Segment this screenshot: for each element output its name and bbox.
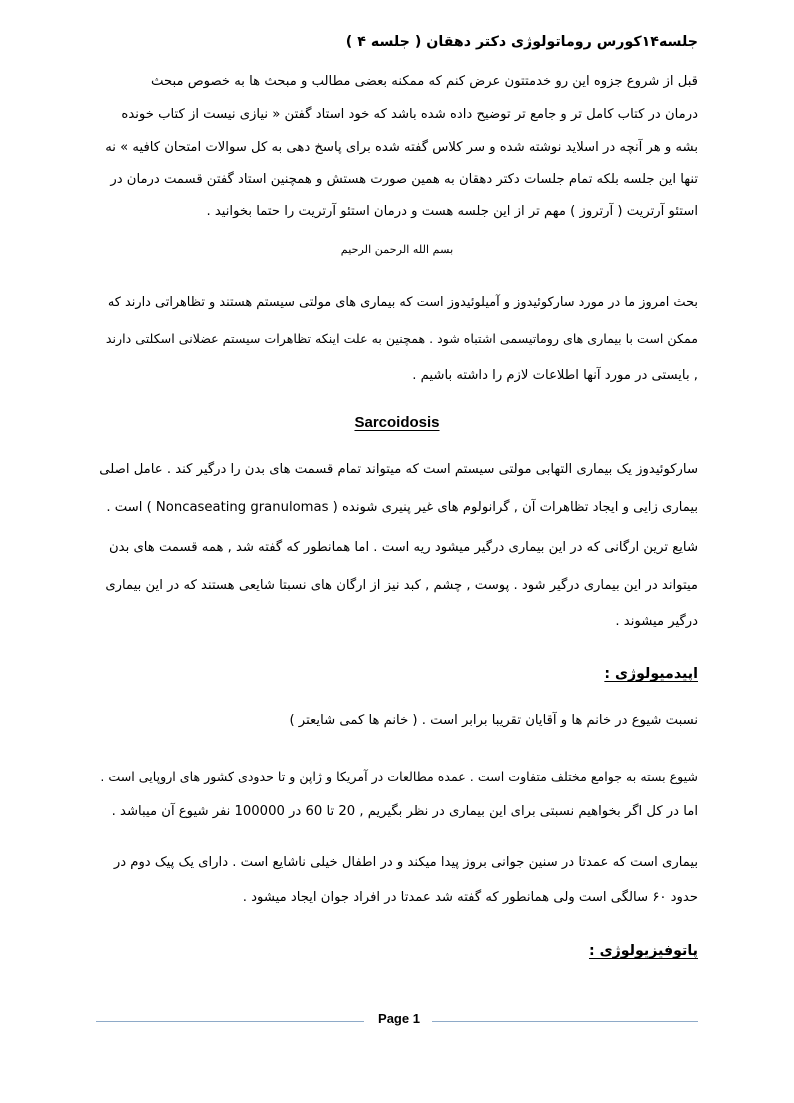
paragraph-line: بیماری است که عمدتا در سنین جوانی بروز پیدا میکند و در اطفال خیلی ناشایع است . دارای یک پیک دوم در [113,855,698,870]
pathophysiology-heading-row [96,941,698,962]
footer-rule-right [432,1021,698,1022]
paragraph-line: حدود ۶۰ سالگی است ولی همانطور که گفته شد عمدتا در افراد جوان ایجاد میشود . [242,890,698,905]
intro-line: تنها این جلسه بلکه تمام جلسات دکتر دهقان به همین صورت هستش و همچنین استاد گفتن قسمت درمان در [110,172,698,187]
paragraph-line: اما در کل اگر بخواهیم نسبتی برای این بیماری در نظر بگیریم , 20 تا 60 در 100000 نفر شیوع آن میباشد . [111,804,698,819]
paragraph-line: میتواند در این بیماری درگیر شود . پوست , چشم , کبد نیز از ارگان های نسبتا شایعی هستند که در این بیماری [105,578,698,593]
paragraph-line: درگیر میشوند . [615,614,698,629]
paragraph-line: بحث امروز ما در مورد سارکوئیدوز و آمیلوئیدوز است که بیماری های مولتی سیستم هستند و تظاهراتی دارند که [107,295,698,310]
basmala: بسم الله الرحمن الرحیم [340,243,454,256]
footer-rule-left [96,1021,364,1022]
epidemiology-heading-row [96,664,698,685]
paragraph-line: سارکوئیدوز یک بیماری التهابی مولتی سیستم است که میتواند تمام قسمت های بدن را درگیر کند . عامل اصلی [99,462,698,477]
pathophysiology-heading: پاتوفیزیولوژی : [588,943,698,959]
paragraph-line: شیوع بسته به جوامع مختلف متفاوت است . عمده مطالعات در آمریکا و ژاپن و تا حدودی کشور های اروپایی است . [100,769,698,784]
paragraph-line: ممکن است با بیماری های روماتیسمی اشتباه شود . همچنین به علت اینکه تظاهرات سیستم عضلانی اسکلتی دارند [105,331,698,346]
intro-line: درمان در کتاب کامل تر و جامع تر توضیح داده شده باشد که خود استاد گفتن « نیازی نیست از کتاب خونده [121,107,698,122]
sarcoidosis-heading-row [96,413,698,434]
intro-line: قبل از شروع جزوه این رو خدمتتون عرض کنم که ممکنه بعضی مطالب و مبحث ها به خصوص مبحث [151,74,698,89]
epidemiology-heading: اپیدمیولوژی : [604,666,698,682]
epidemiology-line: نسبت شیوع در خانم ها و آقایان تقریبا برابر است . ( خانم ها کمی شایعتر ) [289,713,698,728]
paragraph-line: شایع ترین ارگانی که در این بیماری درگیر میشود ریه است . اما همانطور که گفته شد , همه قسمت های بدن [109,540,698,555]
paragraph-line: , بایستی در مورد آنها اطلاعات لازم را داشته باشیم . [412,368,698,383]
intro-line: استئو آرتریت ( آرتروز ) مهم تر از این جلسه هست و درمان استئو آرتریت را حتما بخوانید . [206,204,698,219]
sarcoidosis-heading: Sarcoidosis [354,414,440,431]
document-title: جلسه۱۴کورس روماتولوژی دکتر دهقان ( جلسه ۴ ) [345,34,698,50]
paragraph-line: بیماری زایی و ایجاد تظاهرات آن , گرانولوم های غیر پنیری شونده ( Noncaseating granulomas ) است . [106,500,698,515]
intro-line: بشه و هر آنچه در اسلاید نوشته شده و سر کلاس گفته شده برای پاسخ دهی به کل سوالات امتحان کافیه » نه [105,140,698,155]
page-number: Page 1 [378,1011,420,1026]
